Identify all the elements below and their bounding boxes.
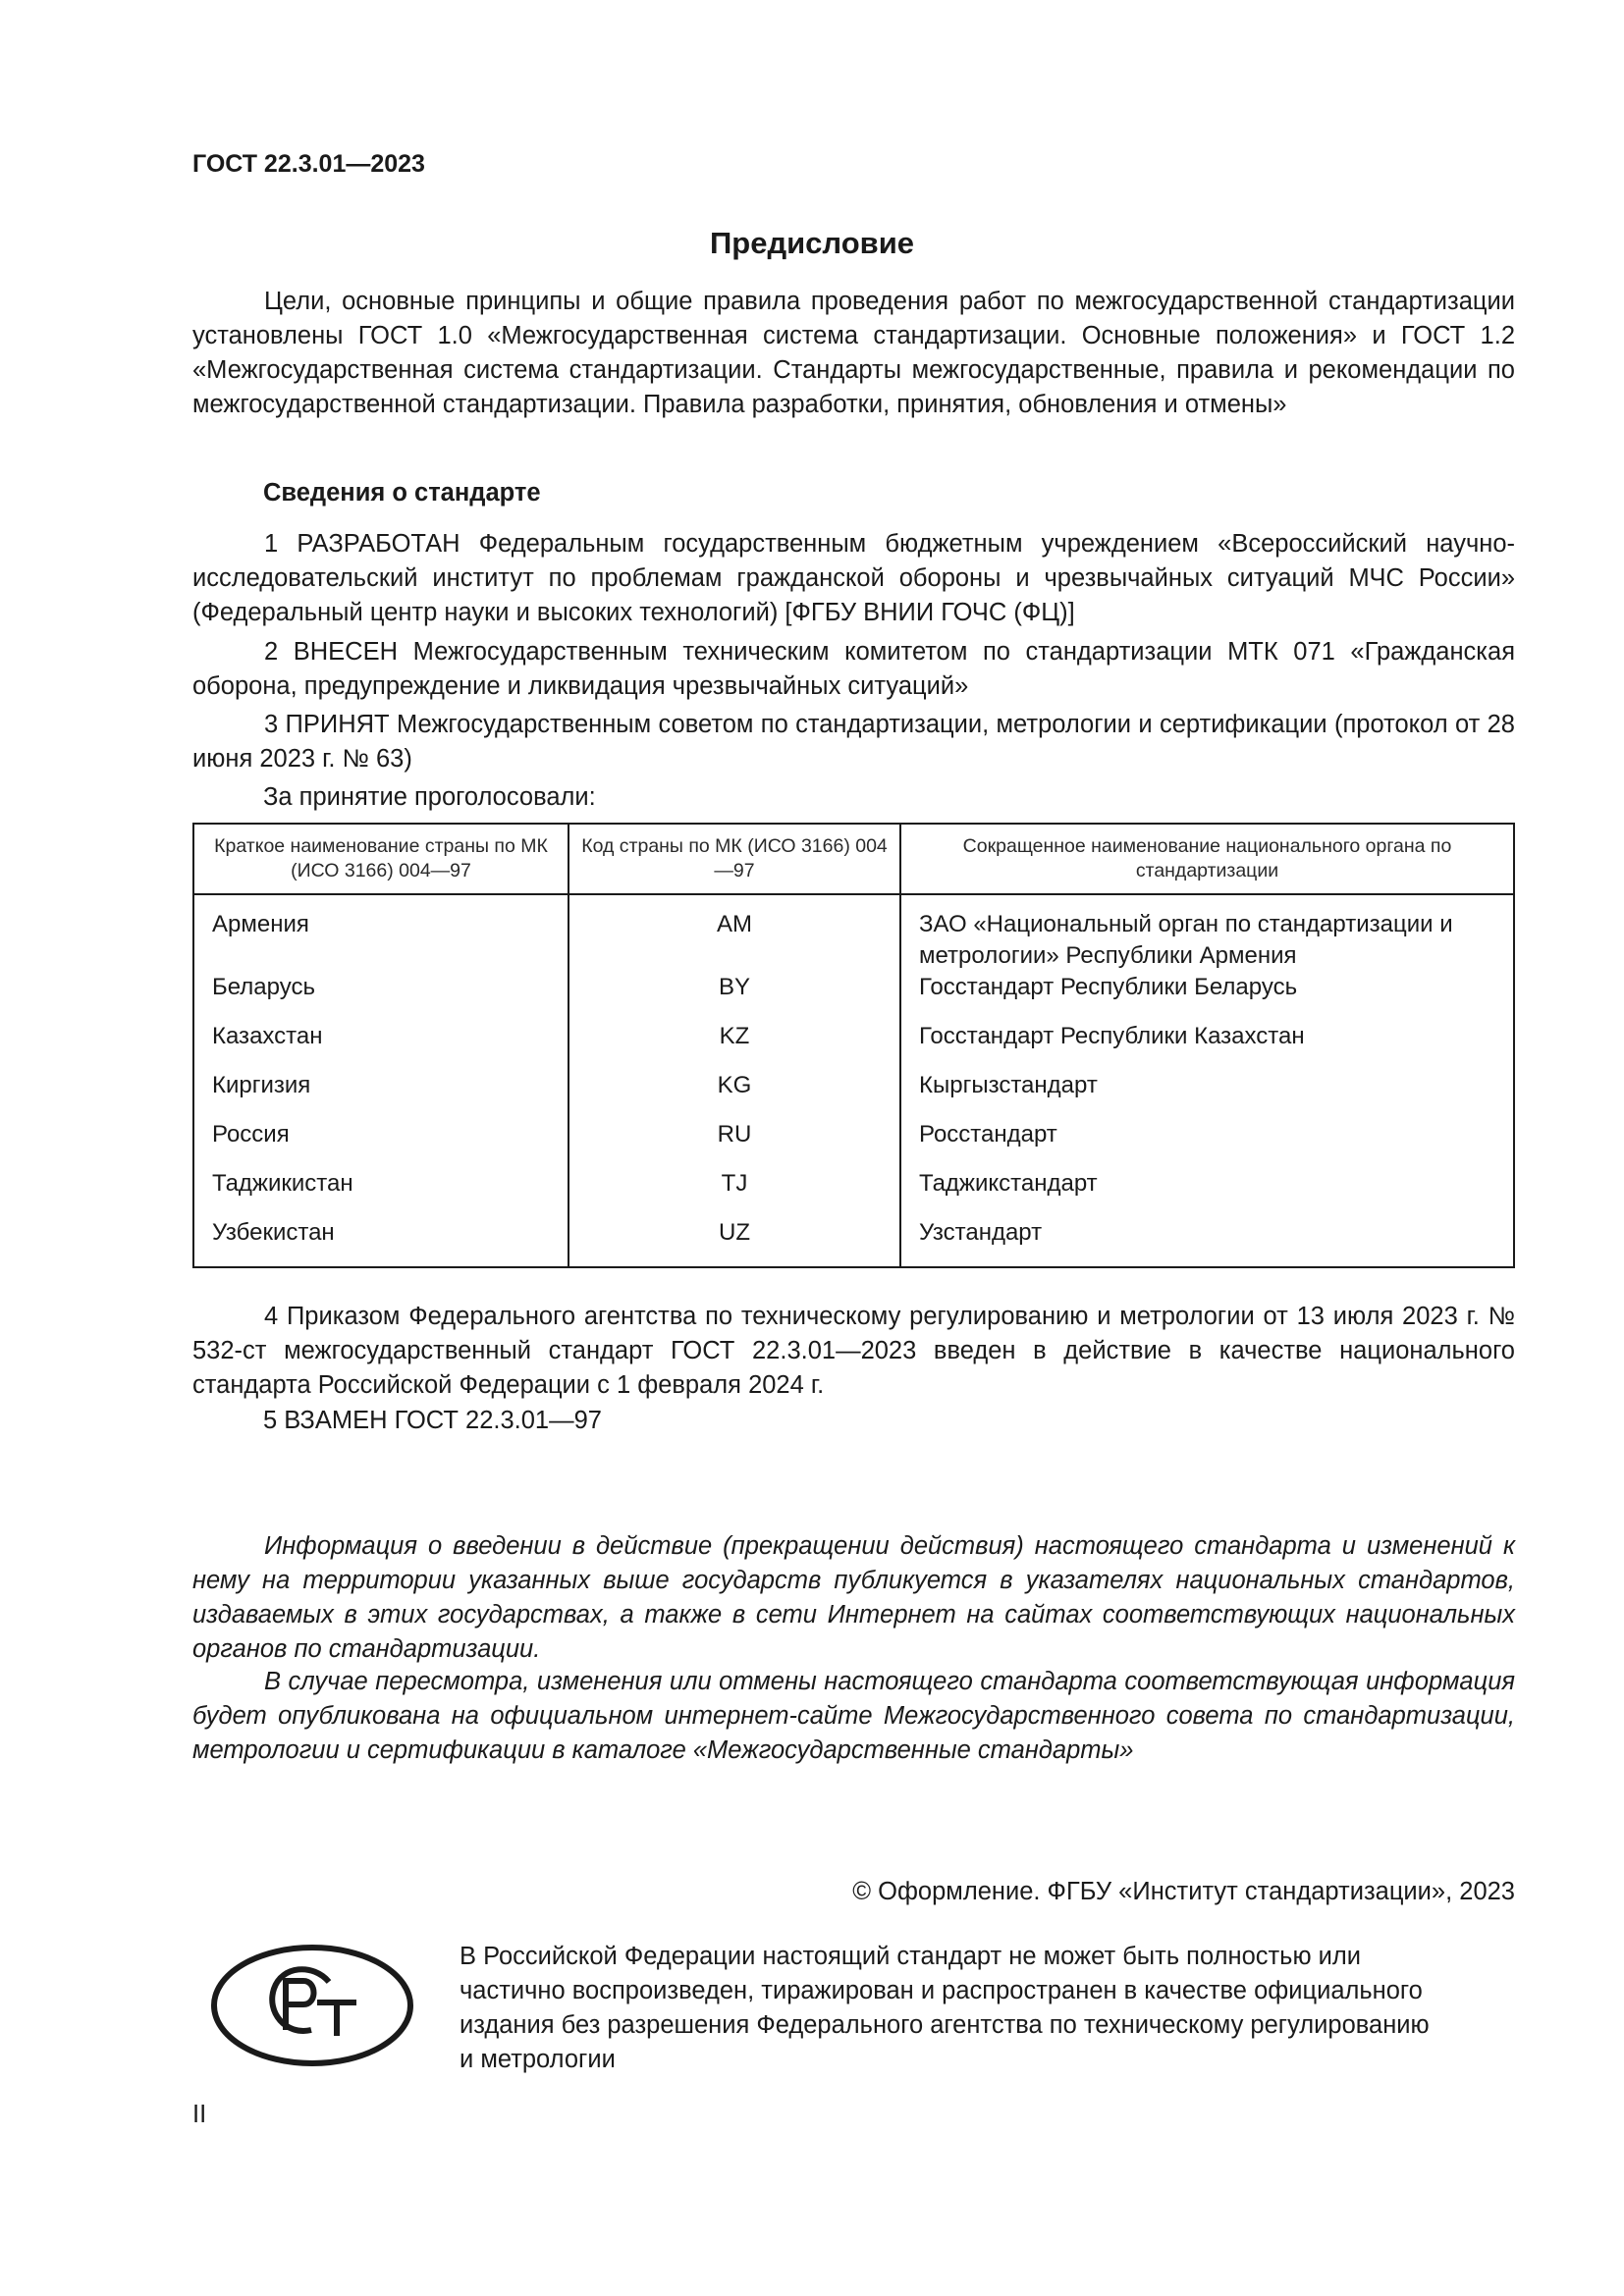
table-row: [193, 1119, 1514, 1168]
page-title: Предисловие: [709, 226, 914, 260]
standards-body: Госстандарт Республики Беларусь: [900, 972, 1514, 1021]
standards-body: Госстандарт Республики Казахстан: [900, 1021, 1514, 1070]
item-introduced: 2 ВНЕСЕН Межгосударственным техническим комитетом по стандартизации МТК 071 «Гражданская оборона, предупреждение и ликвидация чрезвычайных ситуаций»: [192, 638, 1515, 700]
country-code: RU: [568, 1119, 900, 1168]
country-name: Узбекистан: [193, 1217, 568, 1267]
header-standards-body: Сокращенное наименование национального органа по стандартизации: [900, 824, 1514, 894]
country-name: Киргизия: [193, 1070, 568, 1119]
page-number: II: [192, 2101, 207, 2128]
country-name: Россия: [193, 1119, 568, 1168]
item-order: 4 Приказом Федерального агентства по техническому регулированию и метрологии от 13 июля 2023 г. № 532-ст межгосударственный стандарт ГОСТ 22.3.01—2023 введен в действие в качестве национального стандарта Российской Федерации с 1 февраля 2024 г.: [192, 1303, 1515, 1399]
document-code: ГОСТ 22.3.01—2023: [192, 150, 425, 178]
standards-body: ЗАО «Национальный орган по стандартизации и метрологии» Республики Армения: [900, 894, 1514, 972]
country-name: Армения: [193, 894, 568, 972]
table-row: [193, 1217, 1514, 1267]
notice-line: издания без разрешения Федерального агентства по техническому регулированию: [460, 2011, 1430, 2039]
item-developed: 1 РАЗРАБОТАН Федеральным государственным бюджетным учреждением «Всероссийский научно-исследовательский институт по проблемам гражданской обороны и чрезвычайных ситуаций МЧС России» (Федеральный центр науки и высоких технологий) [ФГБУ ВНИИ ГОЧС (ФЦ)]: [192, 530, 1515, 626]
notice-line: и метрологии: [460, 2046, 616, 2073]
copyright-notice: © Оформление. ФГБУ «Институт стандартизации», 2023: [852, 1878, 1515, 1905]
header-country-name: Краткое наименование страны по МК (ИСО 3166) 004—97: [193, 824, 568, 894]
voting-table: [192, 823, 1515, 1268]
foreword-paragraph: Цели, основные принципы и общие правила проведения работ по межгосударственной стандартизации установлены ГОСТ 1.0 «Межгосударственная система стандартизации. Основные положения» и ГОСТ 1.2 «Межгосударственная система стандартизации. Стандарты межгосударственные, правила и рекомендации по межгосударственной стандартизации. Правила разработки, принятия, обновления и отмены»: [192, 288, 1515, 418]
table-row: [193, 1021, 1514, 1070]
info-heading: Сведения о стандарте: [263, 479, 541, 507]
country-name: Таджикистан: [193, 1168, 568, 1217]
standards-body: Кыргызстандарт: [900, 1070, 1514, 1119]
standards-body: Таджикстандарт: [900, 1168, 1514, 1217]
table-row: [193, 894, 1514, 972]
item-replaces: 5 ВЗАМЕН ГОСТ 22.3.01—97: [263, 1407, 602, 1434]
country-name: Беларусь: [193, 972, 568, 1021]
table-row: [193, 1070, 1514, 1119]
copyright-restriction-notice: [460, 1940, 1515, 2077]
table-header-row: [193, 824, 1514, 894]
pct-logo: [209, 1942, 415, 2069]
header-country-code: Код страны по МК (ИСО 3166) 004—97: [568, 824, 900, 894]
revision-note-paragraph: В случае пересмотра, изменения или отмены настоящего стандарта соответствующая информация будет опубликована на официальном интернет-сайте Межгосударственного совета по стандартизации, метрологии и сертификации в каталоге «Межгосударственные стандарты»: [192, 1668, 1515, 1764]
item-adopted: 3 ПРИНЯТ Межгосударственным советом по стандартизации, метрологии и сертификации (протокол от 28 июня 2023 г. № 63): [192, 711, 1515, 773]
info-note-paragraph: Информация о введении в действие (прекращении действия) настоящего стандарта и изменений к нему на территории указанных выше государств публикуется в указателях национальных стандартов, издаваемых в этих государствах, а также в сети Интернет на сайтах соответствующих национальных органов по стандартизации.: [192, 1532, 1515, 1663]
country-code: AM: [568, 894, 900, 972]
country-code: TJ: [568, 1168, 900, 1217]
country-code: BY: [568, 972, 900, 1021]
table-row: [193, 972, 1514, 1021]
table-row: [193, 1168, 1514, 1217]
voted-label: За принятие проголосовали:: [263, 783, 596, 811]
standards-body: Росстандарт: [900, 1119, 1514, 1168]
country-code: KZ: [568, 1021, 900, 1070]
country-code: UZ: [568, 1217, 900, 1267]
country-code: KG: [568, 1070, 900, 1119]
notice-line: В Российской Федерации настоящий стандарт не может быть полностью или: [460, 1943, 1362, 1970]
standards-body: Узстандарт: [900, 1217, 1514, 1267]
country-name: Казахстан: [193, 1021, 568, 1070]
notice-line: частично воспроизведен, тиражирован и распространен в качестве официального: [460, 1977, 1423, 2004]
pct-logo-icon: [209, 1942, 415, 2069]
